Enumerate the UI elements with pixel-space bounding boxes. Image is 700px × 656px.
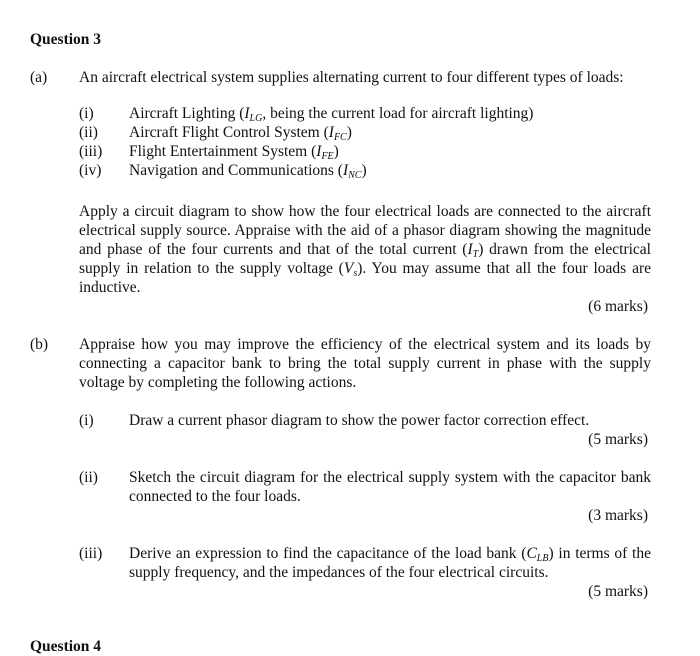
question-3-title: Question 3 bbox=[30, 31, 102, 48]
part-b-iii-num: (iii) bbox=[79, 545, 103, 562]
part-a-intro: An aircraft electrical system supplies alternating current to four different types of loads: bbox=[79, 69, 624, 86]
part-b-i-text: Draw a current phasor diagram to show the power factor correction effect. bbox=[129, 412, 590, 429]
question-4-title: Question 4 bbox=[30, 638, 102, 655]
part-a-label: (a) bbox=[30, 69, 48, 86]
part-a-body: Apply a circuit diagram to show how the four electrical loads are connected to the aircraft electrical supply source. Appraise with the aid of a phasor diagram showing the magnitude and phase of the four currents and that of the total current $(I_T)$ drawn from the electrical supply in relation to the supply voltage $(V_s)$. You may assume that all the four loads are inductive. bbox=[79, 203, 651, 296]
part-b-ii-num: (ii) bbox=[79, 469, 98, 486]
list-item: (iii) Flight Entertainment System $(I_{FE})$ bbox=[79, 143, 339, 162]
part-b-i-marks: (5 marks) bbox=[588, 431, 648, 448]
part-b-i-num: (i) bbox=[79, 412, 94, 429]
part-b-iii-marks: (5 marks) bbox=[588, 583, 648, 600]
part-b-ii-marks: (3 marks) bbox=[588, 507, 648, 524]
list-item: (i) Aircraft Lighting ($I_{LG}$, being the current load for aircraft lighting) bbox=[79, 105, 534, 124]
list-item: (iv) Navigation and Communications $(I_{NC})$ bbox=[79, 162, 367, 181]
part-b-intro: Appraise how you may improve the efficiency of the electrical system and its loads by connecting a capacitor bank to bring the total supply current in phase with the supply voltage by completing the following actions. bbox=[79, 336, 651, 391]
part-b-iii-text: Derive an expression to find the capacitance of the load bank $(C_{LB})$ in terms of the supply frequency, and the impedances of the four electrical circuits. bbox=[129, 545, 651, 581]
part-a-marks: (6 marks) bbox=[588, 298, 648, 315]
part-b-label: (b) bbox=[30, 336, 49, 353]
loads-list bbox=[79, 104, 533, 180]
part-b-ii-text: Sketch the circuit diagram for the electrical supply system with the capacitor bank connected to the four loads. bbox=[129, 469, 651, 505]
list-item: (ii) Aircraft Flight Control System $(I_{FC})$ bbox=[79, 124, 352, 143]
